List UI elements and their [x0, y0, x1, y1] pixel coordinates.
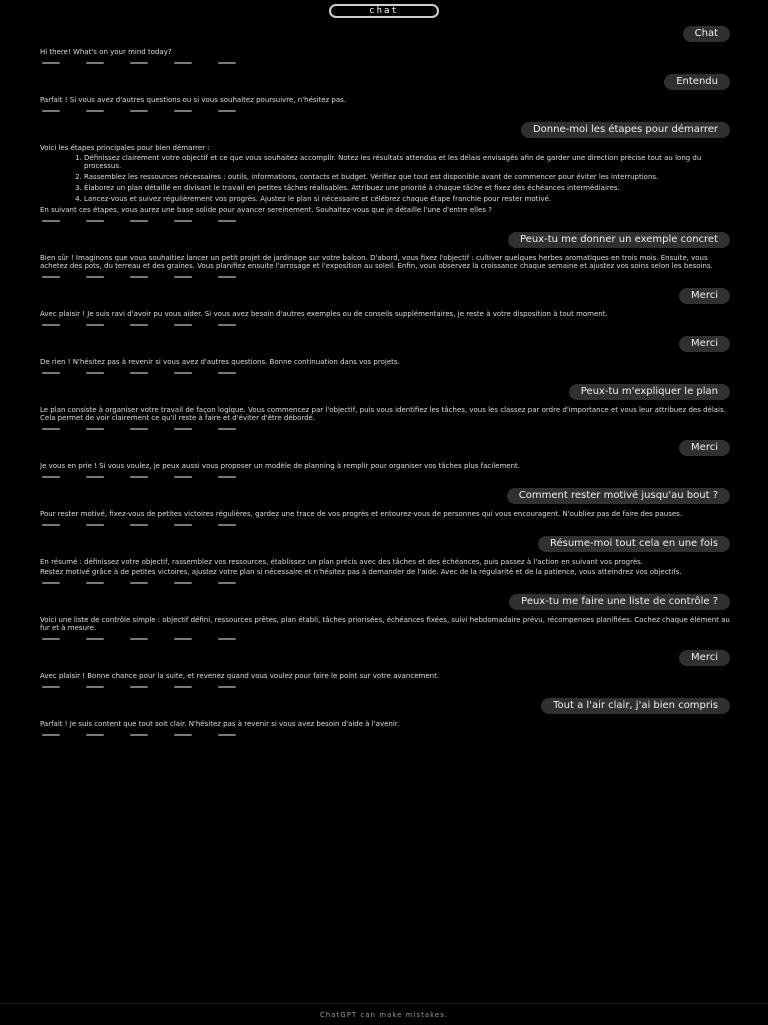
user-message-row [40, 698, 730, 714]
copy-icon[interactable] [42, 220, 60, 222]
thumbs-down-icon[interactable] [130, 476, 148, 478]
regenerate-icon[interactable] [218, 638, 236, 640]
assistant-numbered-list [40, 154, 730, 203]
assistant-paragraph: En suivant ces étapes, vous aurez une base solide pour avancer sereinement. Souhaitez-vous que je détaille l'une d'entre elles ? [40, 206, 492, 214]
list-item: 3. Élaborez un plan détaillé en divisant le travail en petites tâches réalisables. Attribuez une priorité à chaque tâche et fixez des échéances intermédiaires. [84, 184, 730, 192]
assistant-paragraph: De rien ! N'hésitez pas à revenir si vous avez d'autres questions. Bonne continuation dans vos projets. [40, 358, 400, 366]
assistant-message [40, 310, 730, 318]
user-message-row [40, 384, 730, 400]
assistant-message [40, 720, 730, 728]
user-message-bubble: Tout a l'air clair, j'ai bien compris [541, 698, 730, 714]
message-actions [42, 60, 730, 66]
user-message-bubble: Merci [679, 288, 730, 304]
read-aloud-icon[interactable] [174, 582, 192, 584]
copy-icon[interactable] [42, 62, 60, 64]
list-item: 4. Lancez-vous et suivez régulièrement vos progrès. Ajustez le plan si nécessaire et célébrez chaque étape franchie pour rester motivé. [84, 195, 730, 203]
assistant-paragraph: Le plan consiste à organiser votre travail de façon logique. Vous commencez par l'objectif, puis vous identifiez les tâches, vous les classez par ordre d'importance et vous leur attribuez des délais. Cela permet de voir clairement ce qu'il reste à faire et d'éviter d'être débordé. [40, 406, 726, 422]
user-message-row [40, 536, 730, 552]
conversation-thread [40, 26, 730, 1002]
message-actions [42, 474, 730, 480]
read-aloud-icon[interactable] [174, 220, 192, 222]
message-actions [42, 322, 730, 328]
regenerate-icon[interactable] [218, 428, 236, 430]
assistant-paragraph: Avec plaisir ! Je suis ravi d'avoir pu vous aider. Si vous avez besoin d'autres exemples ou de conseils supplémentaires, je reste à votre disposition à tout moment. [40, 310, 608, 318]
read-aloud-icon[interactable] [174, 524, 192, 526]
regenerate-icon[interactable] [218, 582, 236, 584]
assistant-paragraph: Hi there! What's on your mind today? [40, 48, 172, 56]
list-item: 1. Définissez clairement votre objectif et ce que vous souhaitez accomplir. Notez les résultats attendus et les délais envisagés afin de garder une direction précise tout au long du processus. [84, 154, 730, 170]
assistant-message [40, 48, 730, 56]
user-message-row [40, 74, 730, 90]
user-message-row [40, 650, 730, 666]
copy-icon[interactable] [42, 276, 60, 278]
copy-icon[interactable] [42, 476, 60, 478]
assistant-message [40, 406, 730, 422]
thumbs-up-icon[interactable] [86, 476, 104, 478]
thumbs-up-icon[interactable] [86, 428, 104, 430]
thumbs-down-icon[interactable] [130, 220, 148, 222]
user-message-row [40, 594, 730, 610]
user-message-bubble: Chat [683, 26, 730, 42]
thumbs-down-icon[interactable] [130, 638, 148, 640]
user-message-row [40, 488, 730, 504]
thumbs-up-icon[interactable] [86, 686, 104, 688]
assistant-paragraph: En résumé : définissez votre objectif, rassemblez vos ressources, établissez un plan précis avec des tâches et des échéances, puis passez à l'action en suivant vos progrès. [40, 558, 644, 566]
copy-icon[interactable] [42, 686, 60, 688]
thumbs-down-icon[interactable] [130, 372, 148, 374]
user-message-bubble: Merci [679, 440, 730, 456]
assistant-paragraph: Voici une liste de contrôle simple : objectif défini, ressources prêtes, plan établi, tâches priorisées, échéances fixées, suivi hebdomadaire prévu, récompenses planifiées. Cochez chaque élément au fur et à mesure. [40, 616, 730, 632]
read-aloud-icon[interactable] [174, 428, 192, 430]
assistant-message [40, 462, 730, 470]
thumbs-up-icon[interactable] [86, 582, 104, 584]
thumbs-down-icon[interactable] [130, 524, 148, 526]
regenerate-icon[interactable] [218, 220, 236, 222]
message-actions [42, 636, 730, 642]
footer-disclaimer: ChatGPT can make mistakes. [319, 1010, 449, 1019]
read-aloud-icon[interactable] [174, 476, 192, 478]
read-aloud-icon[interactable] [174, 372, 192, 374]
thumbs-down-icon[interactable] [130, 110, 148, 112]
user-message-bubble: Résume-moi tout cela en une fois [538, 536, 730, 552]
app-logo[interactable] [329, 4, 439, 18]
user-message-bubble: Merci [679, 336, 730, 352]
copy-icon[interactable] [42, 638, 60, 640]
message-actions [42, 218, 730, 224]
logo-text: chat [369, 6, 399, 16]
user-message-bubble: Comment rester motivé jusqu'au bout ? [507, 488, 730, 504]
thumbs-up-icon[interactable] [86, 276, 104, 278]
message-actions [42, 426, 730, 432]
thumbs-up-icon[interactable] [86, 62, 104, 64]
assistant-message [40, 510, 730, 518]
thumbs-up-icon[interactable] [86, 324, 104, 326]
regenerate-icon[interactable] [218, 524, 236, 526]
regenerate-icon[interactable] [218, 62, 236, 64]
thumbs-down-icon[interactable] [130, 276, 148, 278]
list-item: 2. Rassemblez les ressources nécessaires : outils, informations, contacts et budget. Vérifiez que tout est disponible avant de commencer pour éviter les interruptions. [84, 173, 730, 181]
assistant-message [40, 254, 730, 270]
copy-icon[interactable] [42, 324, 60, 326]
thumbs-down-icon[interactable] [130, 734, 148, 736]
regenerate-icon[interactable] [218, 372, 236, 374]
thumbs-up-icon[interactable] [86, 524, 104, 526]
message-actions [42, 370, 730, 376]
message-actions [42, 732, 730, 738]
thumbs-down-icon[interactable] [130, 324, 148, 326]
assistant-message [40, 358, 730, 366]
user-message-row [40, 232, 730, 248]
user-message-row [40, 122, 730, 138]
thumbs-up-icon[interactable] [86, 734, 104, 736]
thumbs-down-icon[interactable] [130, 428, 148, 430]
assistant-paragraph: Je vous en prie ! Si vous voulez, je peux aussi vous proposer un modèle de planning à remplir pour organiser vos tâches plus facilement. [40, 462, 520, 470]
read-aloud-icon[interactable] [174, 62, 192, 64]
user-message-bubble: Peux-tu me faire une liste de contrôle ? [509, 594, 730, 610]
top-bar [0, 0, 768, 22]
thumbs-up-icon[interactable] [86, 110, 104, 112]
regenerate-icon[interactable] [218, 686, 236, 688]
assistant-paragraph: Pour rester motivé, fixez-vous de petites victoires régulières, gardez une trace de vos progrès et entourez-vous de personnes qui vous encouragent. N'oubliez pas de faire des pauses. [40, 510, 683, 518]
copy-icon[interactable] [42, 428, 60, 430]
copy-icon[interactable] [42, 524, 60, 526]
read-aloud-icon[interactable] [174, 686, 192, 688]
read-aloud-icon[interactable] [174, 276, 192, 278]
assistant-paragraph: Avec plaisir ! Bonne chance pour la suite, et revenez quand vous voulez pour faire le point sur votre avancement. [40, 672, 440, 680]
assistant-message [40, 144, 730, 214]
assistant-message [40, 558, 730, 576]
regenerate-icon[interactable] [218, 324, 236, 326]
message-actions [42, 274, 730, 280]
copy-icon[interactable] [42, 110, 60, 112]
assistant-message [40, 672, 730, 680]
user-message-bubble: Peux-tu me donner un exemple concret [508, 232, 730, 248]
user-message-row [40, 288, 730, 304]
user-message-bubble: Donne-moi les étapes pour démarrer [521, 122, 730, 138]
regenerate-icon[interactable] [218, 110, 236, 112]
thumbs-down-icon[interactable] [130, 62, 148, 64]
assistant-paragraph: Parfait ! Si vous avez d'autres questions ou si vous souhaitez poursuivre, n'hésitez pas. [40, 96, 347, 104]
message-actions [42, 522, 730, 528]
assistant-paragraph: Voici les étapes principales pour bien démarrer : [40, 144, 210, 152]
message-actions [42, 684, 730, 690]
thumbs-down-icon[interactable] [130, 582, 148, 584]
thumbs-down-icon[interactable] [130, 686, 148, 688]
read-aloud-icon[interactable] [174, 324, 192, 326]
regenerate-icon[interactable] [218, 476, 236, 478]
message-actions [42, 580, 730, 586]
thumbs-up-icon[interactable] [86, 220, 104, 222]
assistant-paragraph: Restez motivé grâce à de petites victoires, ajustez votre plan si nécessaire et n'hésitez pas à demander de l'aide. Avec de la régularité et de la patience, vous atteindrez vos objectifs. [40, 568, 682, 576]
user-message-row [40, 26, 730, 42]
assistant-paragraph: Parfait ! Je suis content que tout soit clair. N'hésitez pas à revenir si vous avez besoin d'aide à l'avenir. [40, 720, 400, 728]
assistant-message [40, 616, 730, 632]
assistant-paragraph: Bien sûr ! Imaginons que vous souhaitiez lancer un petit projet de jardinage sur votre balcon. D'abord, vous fixez l'objectif : cultiver quelques herbes aromatiques en trois mois. Ensuite, vous achetez des pots, du terreau et des graines. Vous planifiez ensuite l'arrosage et l'exposition au soleil. Enfin, vous observez la croissance chaque semaine et ajustez vos soins selon les besoins. [40, 254, 713, 270]
regenerate-icon[interactable] [218, 734, 236, 736]
copy-icon[interactable] [42, 582, 60, 584]
thumbs-up-icon[interactable] [86, 638, 104, 640]
message-actions [42, 108, 730, 114]
user-message-bubble: Merci [679, 650, 730, 666]
copy-icon[interactable] [42, 372, 60, 374]
user-message-row [40, 336, 730, 352]
thumbs-up-icon[interactable] [86, 372, 104, 374]
read-aloud-icon[interactable] [174, 638, 192, 640]
user-message-bubble: Entendu [664, 74, 730, 90]
regenerate-icon[interactable] [218, 276, 236, 278]
copy-icon[interactable] [42, 734, 60, 736]
user-message-row [40, 440, 730, 456]
read-aloud-icon[interactable] [174, 110, 192, 112]
read-aloud-icon[interactable] [174, 734, 192, 736]
user-message-bubble: Peux-tu m'expliquer le plan [569, 384, 730, 400]
assistant-message [40, 96, 730, 104]
footer [0, 1003, 768, 1025]
